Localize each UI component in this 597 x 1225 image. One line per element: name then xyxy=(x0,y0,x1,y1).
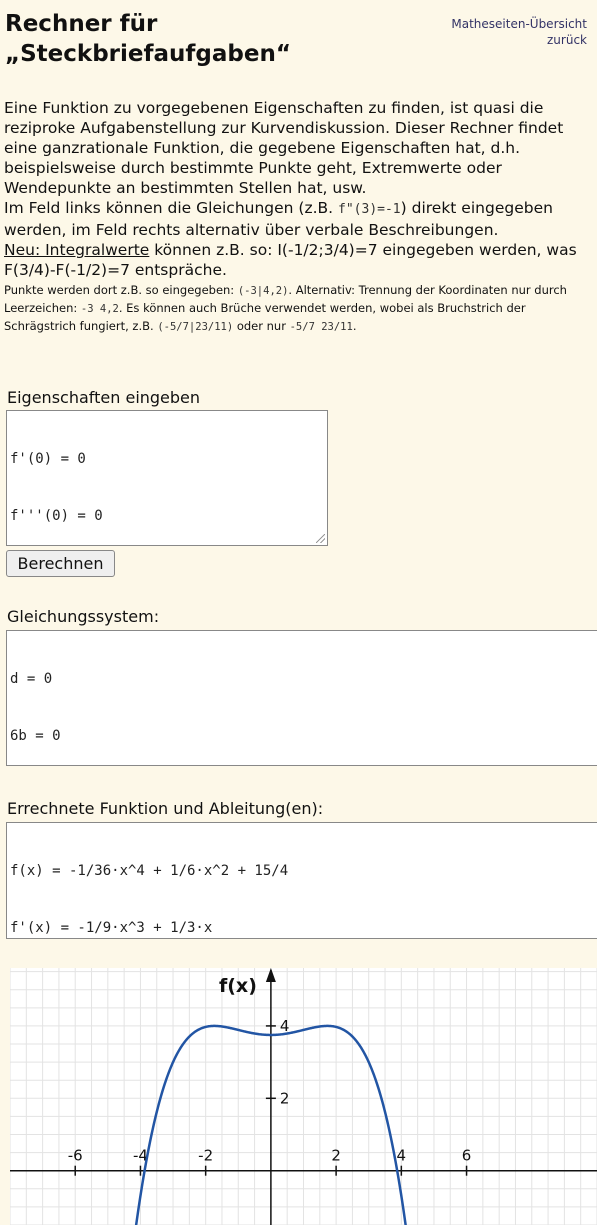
equation-system-output[interactable] xyxy=(6,630,597,766)
top-navigation xyxy=(451,16,587,48)
note-code: (-5/7|23/11) xyxy=(157,321,234,333)
equation-line: d = 0 xyxy=(10,671,53,687)
properties-label: Eigenschaften eingeben xyxy=(7,388,201,407)
intro-text-part: ) direkt eingegeben werden, im Feld rechts alternativ über verbale Beschreibungen. xyxy=(4,199,553,239)
property-line: f'''(0) = 0 xyxy=(10,508,103,524)
intro-text xyxy=(4,98,594,336)
intro-text-part: können z.B. so: I(-1/2;3/4)=7 eingegeben werden, was F(3/4)-F(-1/2)=7 entspräche. xyxy=(4,241,577,279)
x-tick-label: -6 xyxy=(67,1146,83,1165)
function-result-output[interactable] xyxy=(6,822,597,939)
x-tick-label: -2 xyxy=(198,1146,214,1165)
intro-note xyxy=(4,282,594,336)
resize-handle[interactable] xyxy=(316,534,325,543)
property-line: f'(0) = 0 xyxy=(10,451,86,467)
note-text: . Alternativ: Trennung der Koordinaten nur durch Leerzeichen: xyxy=(4,283,567,315)
note-code: (-3|4,2) xyxy=(237,285,289,297)
x-tick-label: 4 xyxy=(396,1146,407,1165)
y-axis-arrow xyxy=(266,968,276,982)
y-tick-label: 2 xyxy=(279,1089,290,1108)
graph-svg xyxy=(10,968,597,1225)
x-tick-label: -4 xyxy=(132,1146,148,1165)
example-equation: f"(3)=-1 xyxy=(338,202,401,217)
function-line: f(x) = -1/36·x^4 + 1/6·x^2 + 15/4 xyxy=(10,863,289,879)
note-code: -5/7 23/11 xyxy=(289,321,353,333)
intro-paragraph: Eine Funktion zu vorgegebenen Eigenschaften zu finden, ist quasi die reziproke Aufgabenstellung zur Kurvendiskussion. Dieser Rechner findet eine ganzrationale Funktion, die gegebene Eigenschaften hat, d.h. beispielsweise durch bestimmte Punkte geht, Extremwerte oder Wendepunkte an bestimmten Stellen hat, usw. xyxy=(4,99,564,197)
title-line-1: Rechner für xyxy=(5,11,158,37)
system-label: Gleichungssystem: xyxy=(7,607,160,626)
function-line: f'(x) = -1/9·x^3 + 1/3·x xyxy=(10,920,213,936)
intro-paragraph-fields xyxy=(4,198,594,240)
properties-input[interactable] xyxy=(6,410,328,546)
note-text: . xyxy=(352,319,357,333)
equation-line: 6b = 0 xyxy=(10,728,61,744)
y-axis-label: f(x) xyxy=(218,975,257,997)
x-tick-label: 6 xyxy=(461,1146,472,1165)
note-text: oder nur xyxy=(233,319,290,333)
calculate-button[interactable]: Berechnen xyxy=(6,550,115,577)
note-text: Punkte werden dort z.B. so eingegeben: xyxy=(4,283,238,297)
title-line-2: „Steckbriefaufgaben“ xyxy=(5,41,291,67)
x-tick-label: 2 xyxy=(331,1146,341,1165)
intro-text-part: Im Feld links können die Gleichungen (z.B. xyxy=(4,199,339,217)
function-graph[interactable] xyxy=(10,968,597,1225)
note-code: -3 4,2 xyxy=(80,303,119,315)
note-text: . Es können auch Brüche verwendet werden, wobei als Bruchstrich der Schrägstrich fungiert, z.B. xyxy=(4,301,526,333)
back-link[interactable]: zurück xyxy=(547,33,587,47)
result-label: Errechnete Funktion und Ableitung(en): xyxy=(7,799,324,818)
intro-paragraph-integral xyxy=(4,240,594,280)
overview-link[interactable]: Matheseiten-Übersicht xyxy=(451,17,587,31)
y-tick-label: 4 xyxy=(279,1016,290,1035)
page-title xyxy=(5,9,365,69)
new-feature-label: Neu: Integralwerte xyxy=(4,241,150,259)
